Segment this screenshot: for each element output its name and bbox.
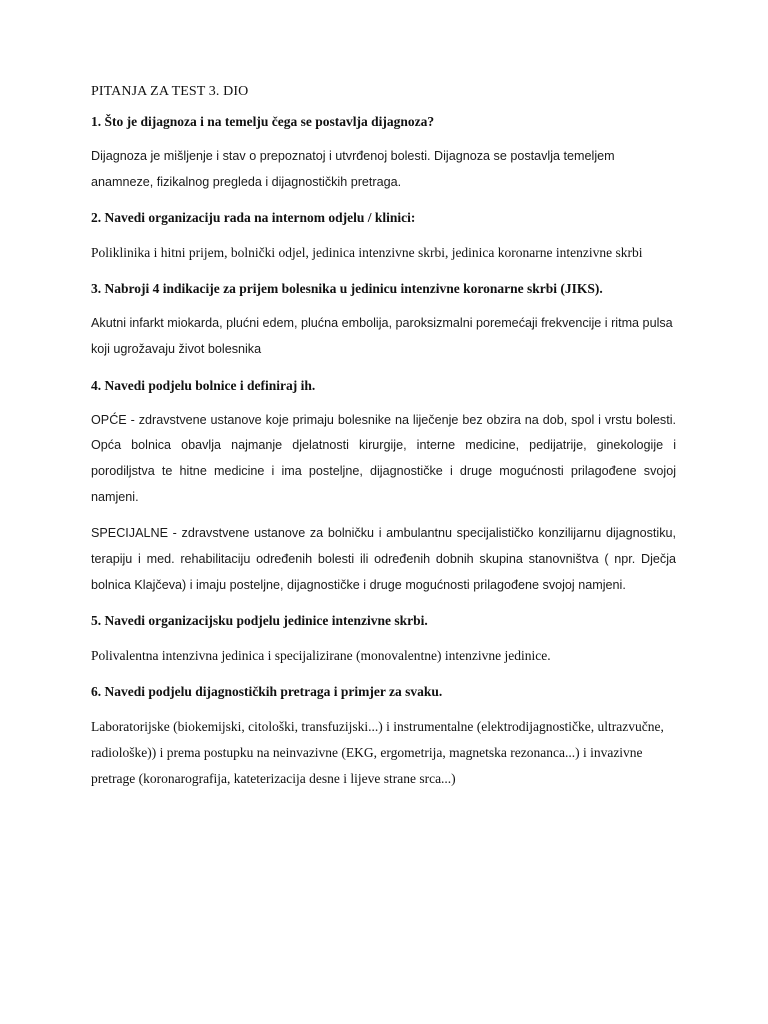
- question-block-6: [91, 680, 676, 791]
- question-2: 2. Navedi organizaciju rada na internom odjelu / klinici:: [91, 210, 416, 226]
- document-body: [91, 82, 676, 802]
- question-block-2: [91, 206, 676, 266]
- answer-3: Akutni infarkt miokarda, plućni edem, plućna embolija, paroksizmalni poremećaji frekvencije i ritma pulsa koji ugrožavaju život bolesnika: [91, 316, 673, 356]
- question-3: 3. Nabroji 4 indikacije za prijem bolesnika u jedinicu intenzivne koronarne skrbi (JIKS).: [91, 281, 603, 297]
- question-block-4: [91, 374, 676, 599]
- question-1: 1. Što je dijagnoza i na temelju čega se postavlja dijagnoza?: [91, 114, 435, 129]
- answer-2: Poliklinika i hitni prijem, bolnički odjel, jedinica intenzivne skrbi, jedinica koronarne intenzivne skrbi: [91, 245, 643, 261]
- answer-4-specijalne: SPECIJALNE - zdravstvene ustanove za bolničku i ambulantnu specijalističko konzilijarnu dijagnostiku, terapiju i med. rehabilitaciju određenih bolesti ili određenih dobnih skupina stanovništva ( npr. Dječja bolnica Klajčeva) i imaju posteljne, dijagnostičke i druge mogućnosti prilagođene svojoj namjeni.: [91, 526, 676, 592]
- answer-1: Dijagnoza je mišljenje i stav o prepoznatoj i utvrđenoj bolesti. Dijagnoza se postavlja temeljem anamneze, fizikalnog pregleda i dijagnostičkih pretraga.: [91, 149, 615, 189]
- question-block-5: [91, 609, 676, 669]
- question-block-1: [91, 110, 676, 195]
- question-block-3: [91, 277, 676, 362]
- question-5: 5. Navedi organizacijsku podjelu jedinice intenzivne skrbi.: [91, 613, 428, 629]
- question-4: 4. Navedi podjelu bolnice i definiraj ih.: [91, 377, 316, 393]
- answer-4-opce: OPĆE - zdravstvene ustanove koje primaju bolesnike na liječenje bez obzira na dob, spol i vrstu bolesti. Opća bolnica obavlja najmanje djelatnosti kirurgije, interne medicine, pedijatrije, ginekologije i porodiljstva te hitne medicine i ima posteljne, dijagnostičke i druge mogućnosti prilagođene svojoj namjeni.: [91, 412, 676, 504]
- document-title: PITANJA ZA TEST 3. DIO: [91, 84, 249, 99]
- answer-5: Polivalentna intenzivna jedinica i specijalizirane (monovalentne) intenzivne jedinice.: [91, 648, 551, 664]
- answer-6: Laboratorijske (biokemijski, citološki, transfuzijski...) i instrumentalne (elektrodijagnostičke, ultrazvučne, radiološke)) i prema postupku na neinvazivne (EKG, ergometrija, magnetska rezonanca...) i invazivne pretrage (koronarografija, kateterizacija desne i lijeve strane srca...): [91, 719, 664, 786]
- question-6: 6. Navedi podjelu dijagnostičkih pretraga i primjer za svaku.: [91, 684, 443, 700]
